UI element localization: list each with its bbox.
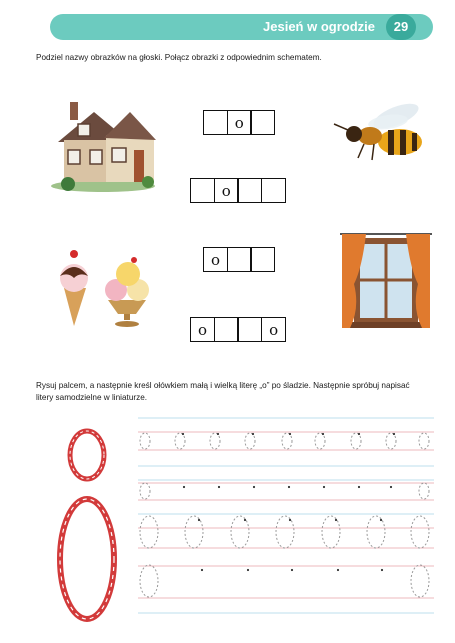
start-dot (217, 433, 219, 435)
start-dot (323, 486, 325, 488)
start-dot (247, 569, 249, 571)
page-number-badge: 29 (386, 14, 416, 40)
scheme-cell: o (227, 110, 252, 135)
trace-letter-o (282, 433, 292, 449)
trace-letter-o (175, 433, 185, 449)
task1-instruction: Podziel nazwy obrazków na głoski. Połącz obrazki z odpowiednim schematem. (36, 53, 322, 62)
trace-letter-o (411, 565, 429, 597)
start-dot (380, 519, 382, 521)
start-dot (358, 486, 360, 488)
trace-letter-o (419, 483, 429, 499)
trace-letter-o (351, 433, 361, 449)
trace-letter-o (185, 516, 203, 548)
trace-letter-o (140, 433, 150, 449)
start-dot (252, 433, 254, 435)
start-dot (253, 486, 255, 488)
start-dot (335, 519, 337, 521)
start-dot (183, 486, 185, 488)
start-dot (198, 519, 200, 521)
start-dot (337, 569, 339, 571)
start-dot (289, 433, 291, 435)
trace-letter-o (140, 565, 158, 597)
start-dot (393, 433, 395, 435)
trace-letter-o (231, 516, 249, 548)
page-title: Jesień w ogrodzie (263, 19, 375, 34)
scheme-cell: o (190, 317, 215, 342)
start-dot (218, 486, 220, 488)
start-dot (289, 519, 291, 521)
trace-letter-o (322, 516, 340, 548)
start-dot (201, 569, 203, 571)
start-dot (322, 433, 324, 435)
scheme-cell: o (261, 317, 286, 342)
trace-letter-o (411, 516, 429, 548)
start-dot (244, 519, 246, 521)
trace-letter-o (140, 483, 150, 499)
trace-letter-o (419, 433, 429, 449)
trace-letter-o (386, 433, 396, 449)
scheme-cell: o (214, 178, 239, 203)
trace-letter-o (245, 433, 255, 449)
start-dot (358, 433, 360, 435)
trace-letter-o (367, 516, 385, 548)
trace-letter-o (276, 516, 294, 548)
start-dot (291, 569, 293, 571)
task2-instruction: Rysuj palcem, a następnie kreśl ołówkiem małą i wielką literę „o” po śladzie. Następnie spróbuj napisać litery samodzielne w liniaturze. (36, 381, 410, 402)
trace-letter-o (210, 433, 220, 449)
scheme-cell: o (203, 247, 228, 272)
start-dot (390, 486, 392, 488)
trace-letter-o (140, 516, 158, 548)
start-dot (381, 569, 383, 571)
trace-letter-o (315, 433, 325, 449)
start-dot (288, 486, 290, 488)
start-dot (182, 433, 184, 435)
